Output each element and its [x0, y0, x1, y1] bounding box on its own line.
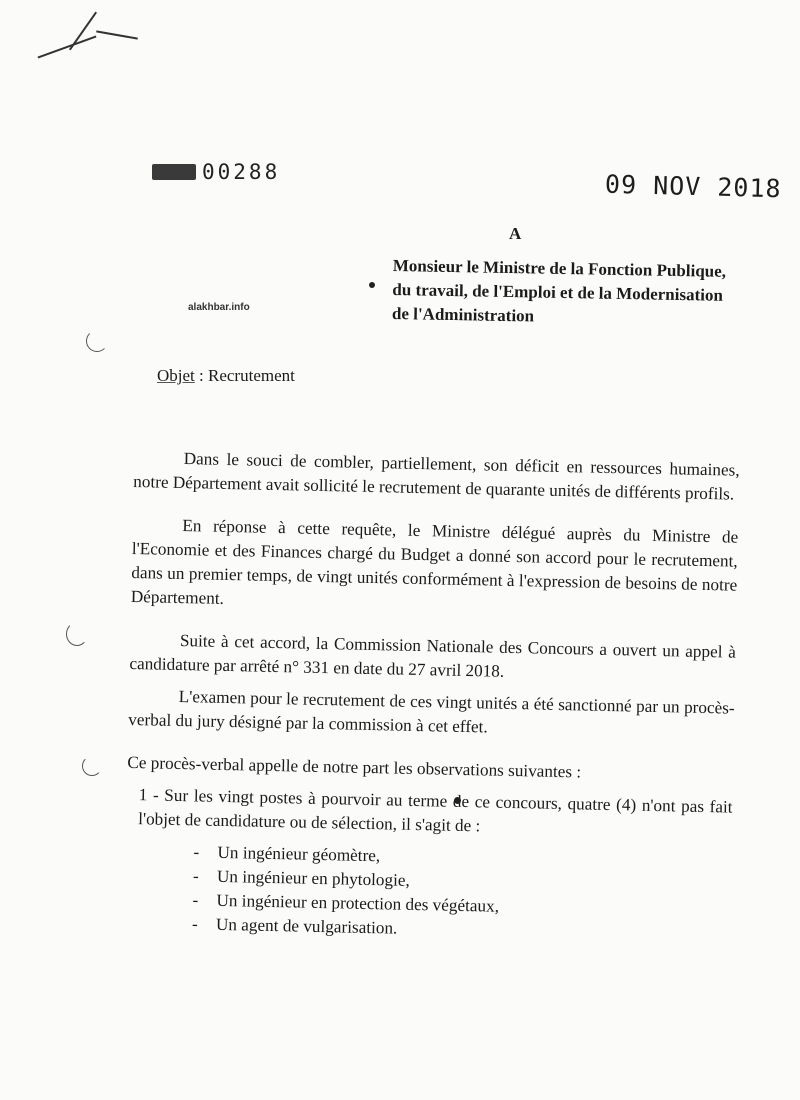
list-item-text: Un agent de vulgarisation.	[215, 914, 398, 938]
body-paragraph: Ce procès-verbal appelle de notre part les observations suivantes :	[127, 752, 582, 782]
recipient-line: du travail, de l'Emploi et de la Modernisation	[392, 279, 724, 305]
list-marker: -	[192, 866, 199, 886]
body-paragraph: En réponse à cette requête, le Ministre délégué auprès du Ministre de l'Economie et des Finances chargé du Budget a donné son accord pour le recrutement, dans un premier temps, de vingt unités conformément à l'expression de besoins de notre Département.	[130, 516, 739, 608]
scan-mark	[38, 35, 97, 58]
list-item-text: Un ingénieur en phytologie,	[216, 866, 411, 890]
recipient-line: Monsieur le Ministre de la Fonction Publique,	[392, 255, 727, 281]
scan-mark	[69, 12, 97, 51]
list-marker: -	[193, 842, 200, 862]
scan-mark	[86, 330, 108, 352]
bullet-mark	[369, 282, 375, 288]
subject-line	[157, 366, 295, 386]
address-to: A	[509, 224, 522, 243]
list-marker: -	[191, 914, 198, 934]
date-stamp: 09 NOV 2018	[604, 169, 782, 204]
subject-value: : Recrutement	[199, 366, 295, 385]
subject-label: Objet	[157, 366, 195, 385]
body-paragraph: Dans le souci de combler, partiellement, son déficit en ressources humaines, notre Département avait sollicité le recrutement de quarante unités de différents profils.	[133, 449, 740, 504]
body-paragraph: L'examen pour le recrutement de ces vingt unités a été sanctionné par un procès-verbal du jury désigné par la commission à cet effet.	[128, 686, 735, 737]
body-paragraph: Suite à cet accord, la Commission Nationale des Concours a ouvert un appel à candidature par arrêté n° 331 en date du 27 avril 2018.	[129, 631, 737, 681]
scan-mark	[82, 756, 102, 776]
redacted-stamp	[152, 164, 196, 180]
reference-number	[152, 160, 280, 184]
body-paragraph: 1 - Sur les vingt postes à pourvoir au terme de ce concours, quatre (4) n'ont pas fait l'objet de candidature ou de sélection, il s'agit de :	[137, 785, 733, 836]
reference-value: 00288	[202, 160, 281, 184]
list-marker: -	[192, 890, 199, 910]
letter-body	[124, 446, 740, 948]
source-tag: alakhbar.info	[188, 302, 250, 313]
list-item-text: Un ingénieur en protection des végétaux,	[216, 890, 500, 916]
scan-mark	[66, 622, 88, 646]
position-list	[192, 840, 732, 947]
recipient-line: de l'Administration	[391, 303, 535, 326]
recipient-block	[392, 254, 783, 333]
list-item-text: Un ingénieur géomètre,	[217, 842, 381, 866]
scan-mark	[96, 30, 138, 39]
